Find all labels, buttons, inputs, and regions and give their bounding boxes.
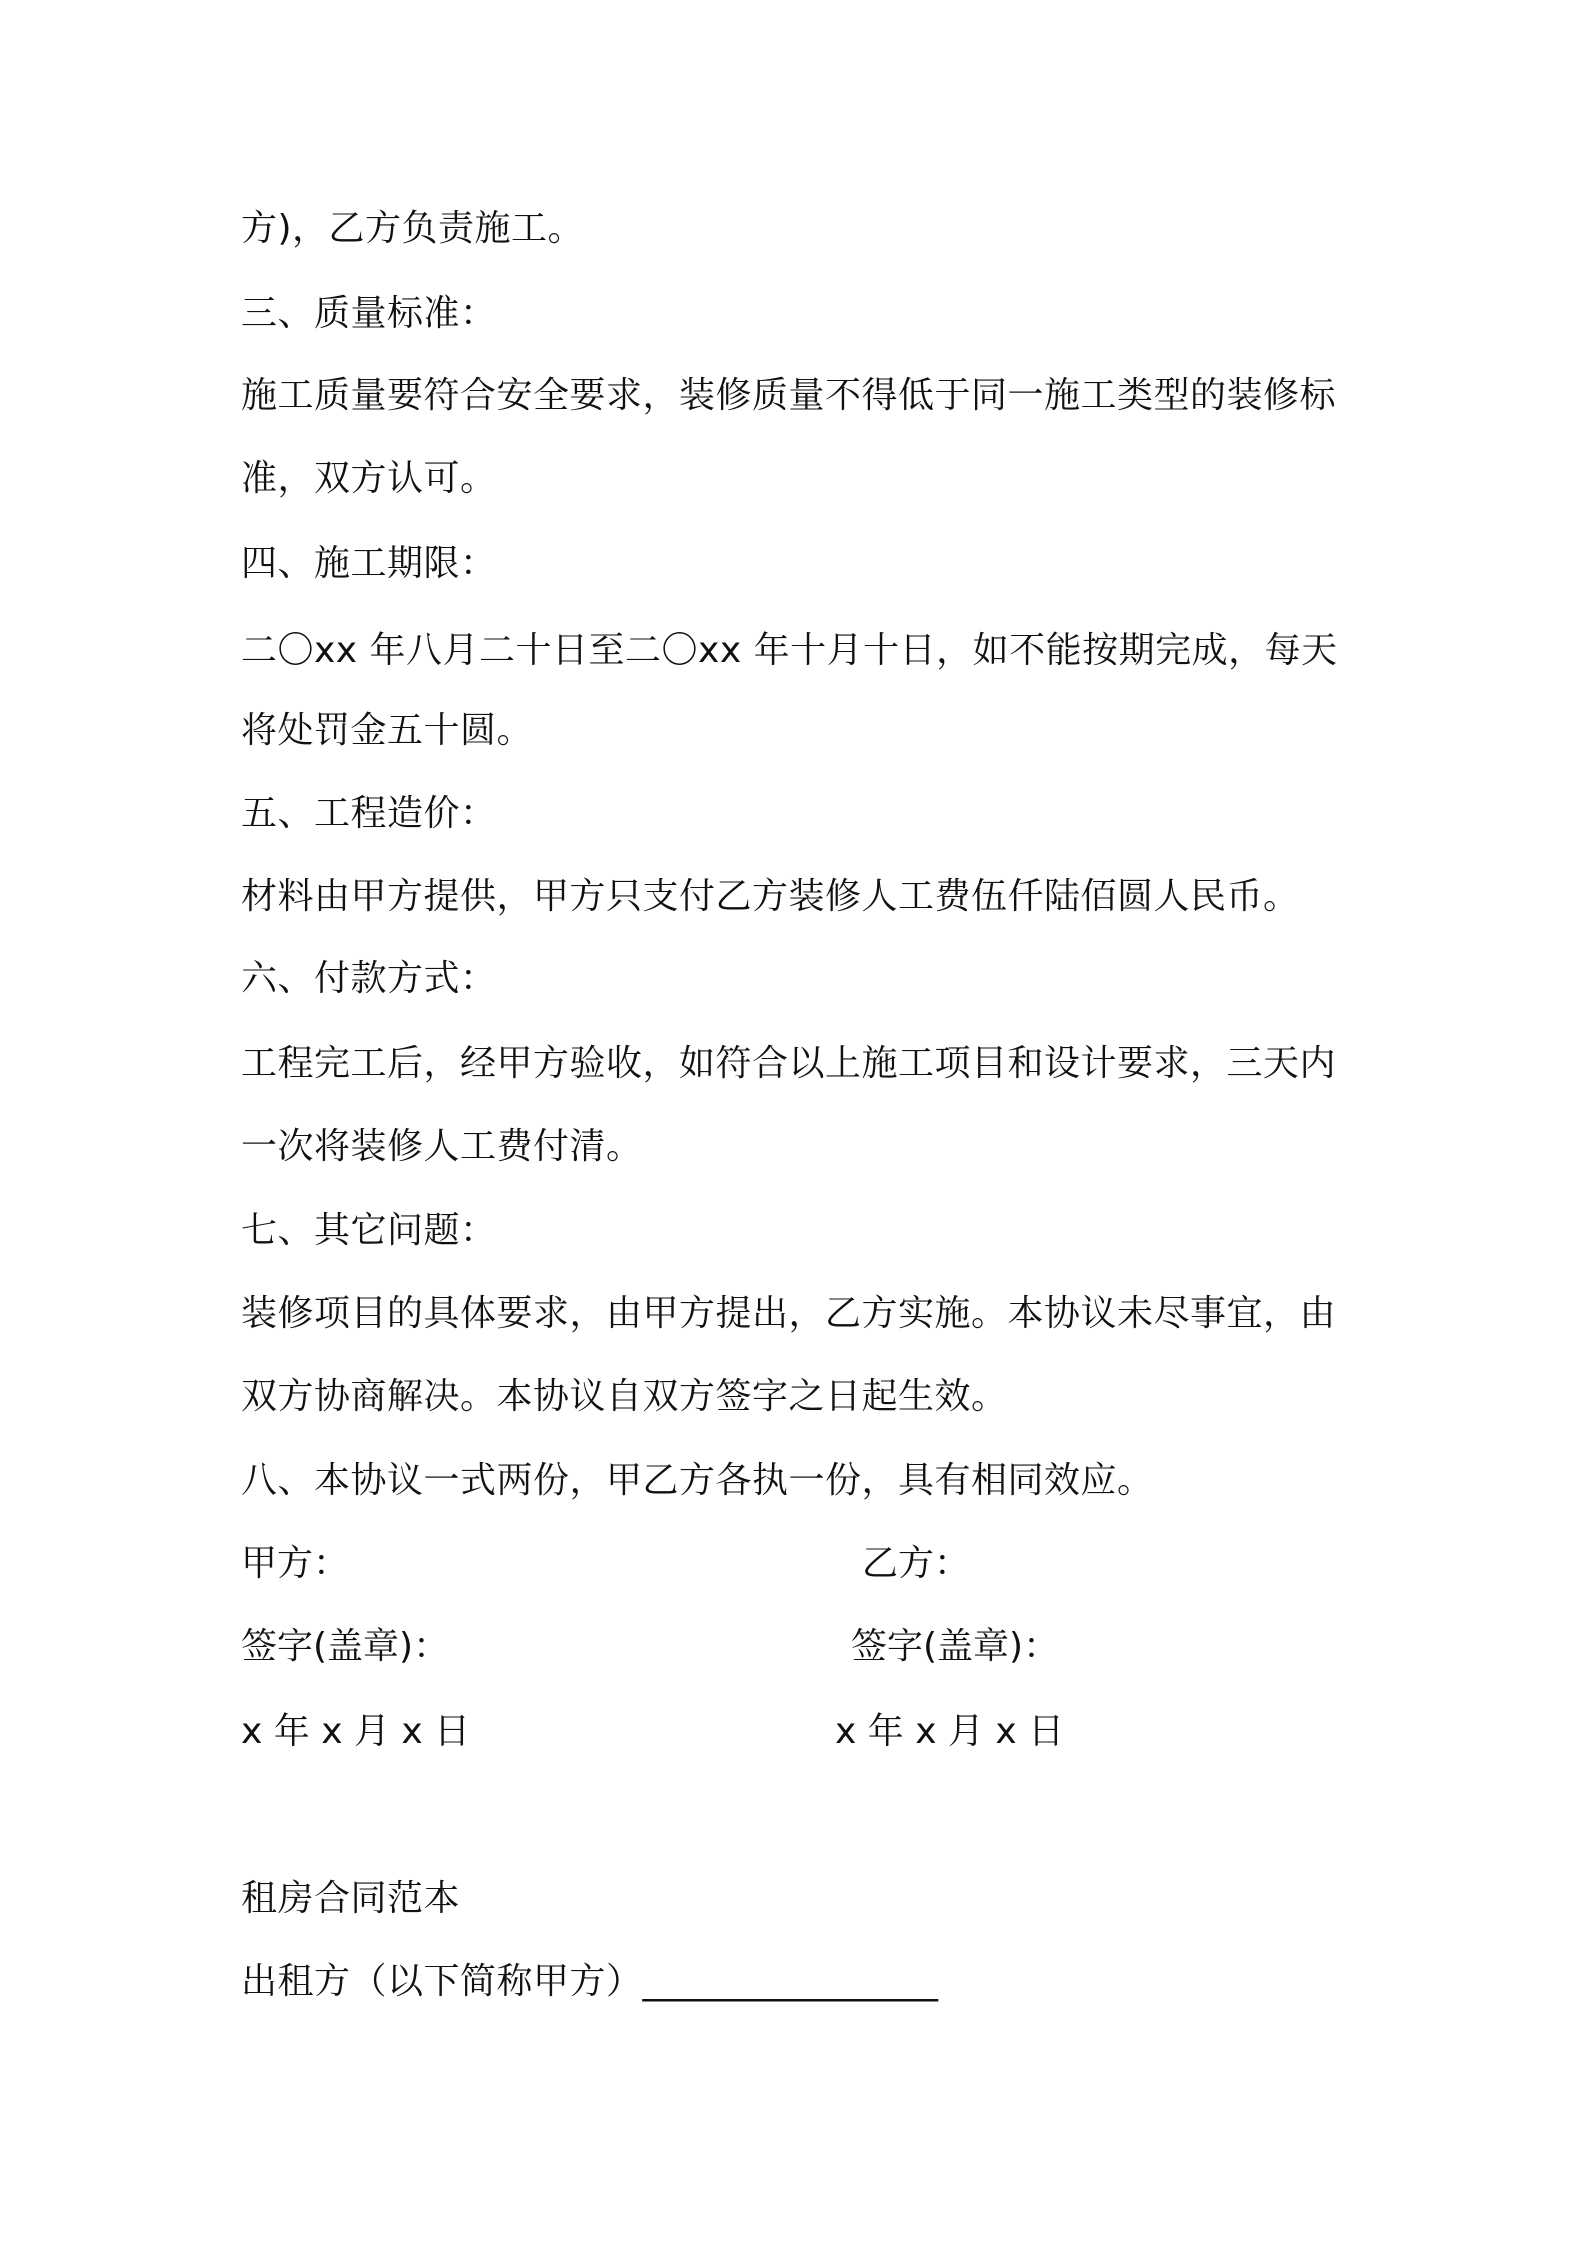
paragraph-line: 一次将装修人工费付清。 xyxy=(241,1126,643,1167)
party-b-signature: 签字(盖章)： xyxy=(851,1626,1060,1667)
section-heading-period: 四、施工期限： xyxy=(241,543,497,584)
section-heading-other: 七、其它问题： xyxy=(241,1210,497,1251)
paragraph-line: 装修项目的具体要求，由甲方提出，乙方实施。本协议未尽事宜，由 xyxy=(241,1293,1337,1334)
party-a-label: 甲方： xyxy=(241,1543,350,1584)
paragraph-line: 将处罚金五十圆。 xyxy=(241,710,534,751)
paragraph-line: 双方协商解决。本协议自双方签字之日起生效。 xyxy=(241,1376,1008,1417)
party-b-label: 乙方： xyxy=(862,1543,971,1584)
next-document-title: 租房合同范本 xyxy=(241,1878,461,1919)
party-a-signature: 签字(盖章)： xyxy=(241,1626,450,1667)
party-a-date: x 年 x 月 x 日 xyxy=(241,1711,471,1752)
lessor-line: 出租方（以下简称甲方）________________ xyxy=(241,1961,939,2002)
party-b-date: x 年 x 月 x 日 xyxy=(835,1711,1065,1752)
paragraph-line: 工程完工后，经甲方验收，如符合以上施工项目和设计要求，三天内 xyxy=(241,1043,1337,1084)
paragraph-line: 材料由甲方提供，甲方只支付乙方装修人工费伍仟陆佰圆人民币。 xyxy=(241,876,1300,917)
section-heading-payment: 六、付款方式： xyxy=(241,958,497,999)
section-heading-quality: 三、质量标准： xyxy=(241,293,497,334)
paragraph-line: 方)，乙方负责施工。 xyxy=(241,208,585,249)
paragraph-line: 八、本协议一式两份，甲乙方各执一份，具有相同效应。 xyxy=(241,1460,1154,1501)
paragraph-line: 准，双方认可。 xyxy=(241,458,497,499)
section-heading-cost: 五、工程造价： xyxy=(241,793,497,834)
paragraph-line: 施工质量要符合安全要求，装修质量不得低于同一施工类型的装修标 xyxy=(241,375,1337,416)
paragraph-line: 二〇xx 年八月二十日至二〇xx 年十月十日，如不能按期完成，每天 xyxy=(241,630,1338,671)
